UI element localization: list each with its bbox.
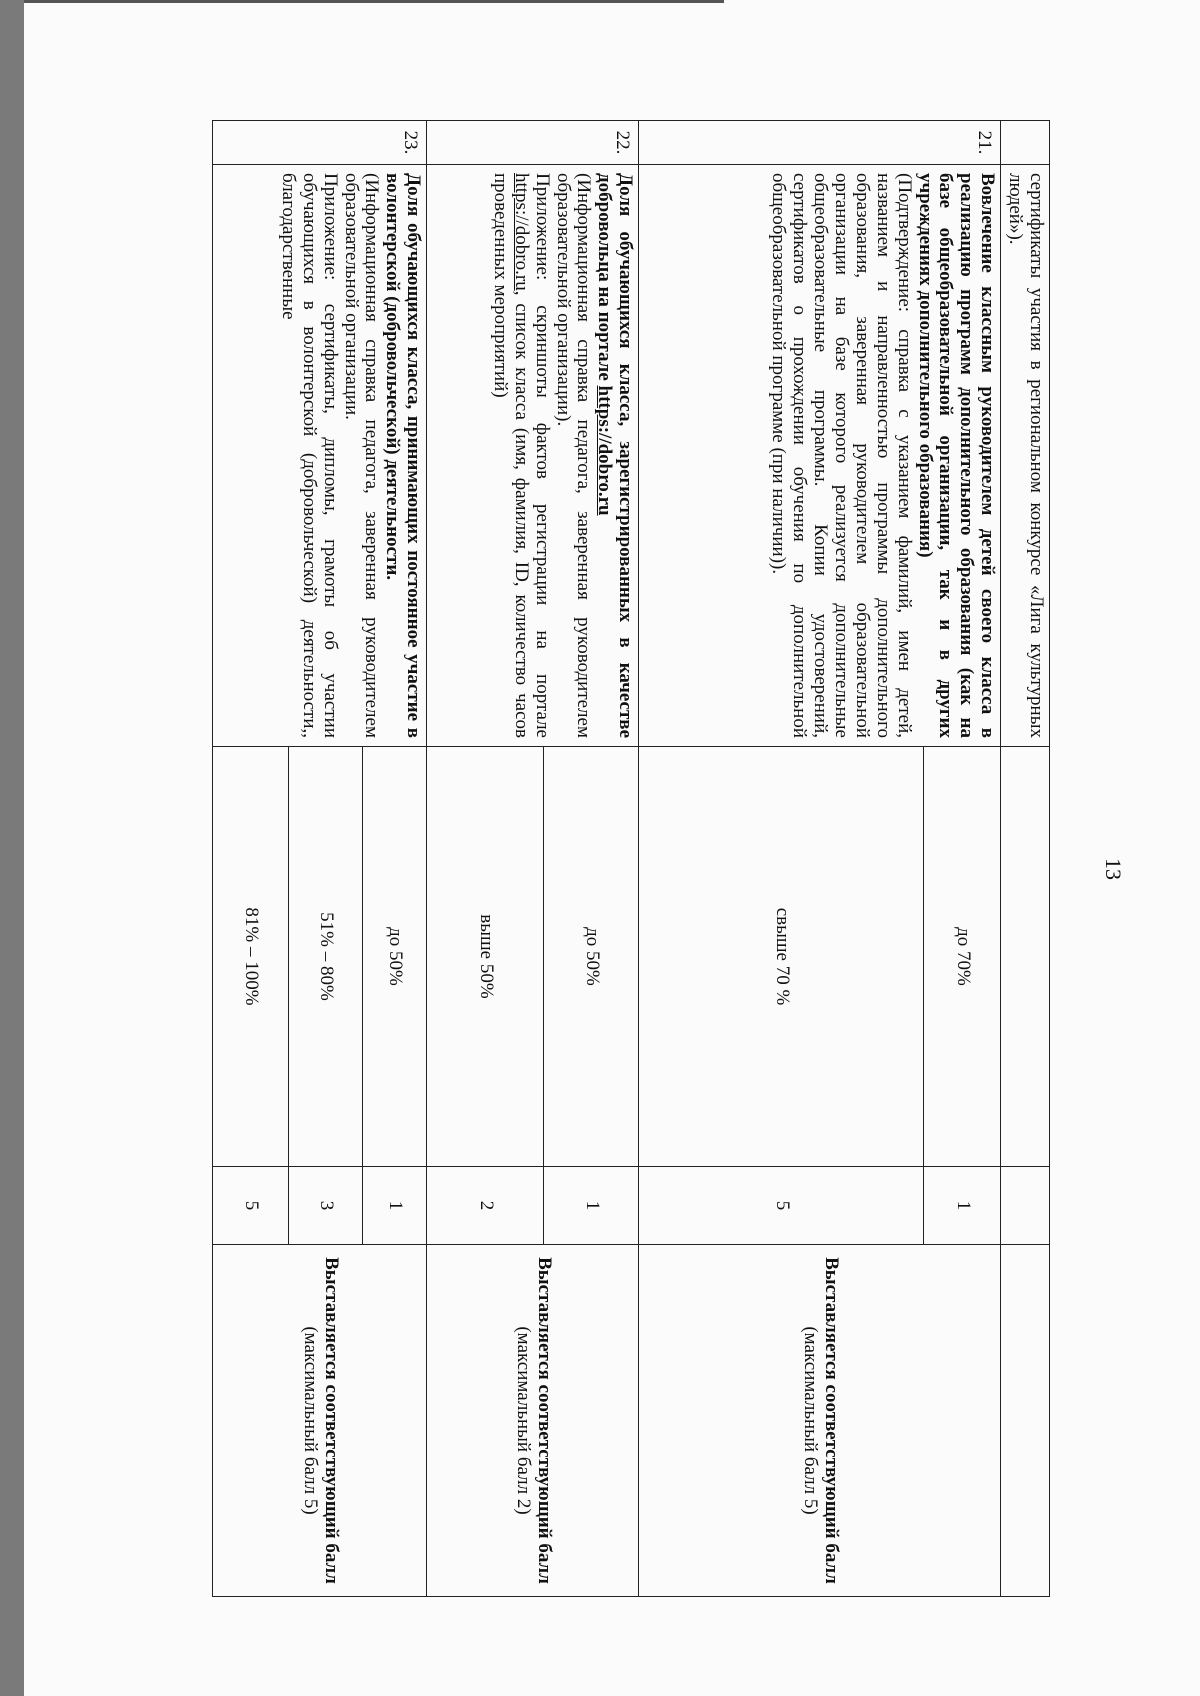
- note-cell: [639, 1245, 1001, 1597]
- table-row: [363, 121, 427, 1597]
- criterion-cell: [213, 165, 427, 747]
- criterion-title: Вовлечение классным руководителем детей своего класса в реализацию программ дополнительного образования (как на базе общеобразовательной организации, так и в других учреждениях дополнительного образования): [914, 173, 999, 738]
- row-number: 23.: [213, 121, 427, 165]
- value-cell: 51% – 80%: [289, 747, 363, 1167]
- criterion-description: (Информационная справка педагога, заверенная руководителем образовательной организации).: [552, 173, 595, 738]
- value-cell: 81% – 100%: [213, 747, 289, 1167]
- note-bold: Выставляется соответствующий балл: [820, 1257, 842, 1584]
- note-cell: [427, 1245, 639, 1597]
- note-bold: Выставляется соответствующий балл: [320, 1257, 342, 1584]
- criterion-description: (Информационная справка педагога, заверенная руководителем образовательной организации.: [340, 173, 383, 738]
- note-text: (максимальный балл 5): [299, 1326, 321, 1515]
- criterion-cell: [427, 165, 639, 747]
- dobro-link[interactable]: https://dobro.ru: [594, 385, 616, 516]
- note-text: (максимальный балл 5): [799, 1326, 821, 1515]
- score-cell: 5: [213, 1167, 289, 1245]
- table-row: [1001, 121, 1050, 1597]
- row-number: 22.: [427, 121, 639, 165]
- score-cell: 1: [363, 1167, 427, 1245]
- criterion-attachment: Приложение: сертификаты, дипломы, грамоты об участии обучающихся в волонтерской (добровольческой) деятельности,, благодарственные: [277, 173, 341, 738]
- scan-edge: [24, 0, 724, 3]
- score-cell: 1: [924, 1167, 1001, 1245]
- criteria-table: [212, 120, 1050, 1597]
- dobro-link[interactable]: https://dobro.ru: [510, 173, 532, 291]
- note-cell: [213, 1245, 427, 1597]
- value-cell: до 50%: [544, 747, 639, 1167]
- criterion-attachment-tail: , список класса (имя, фамилия, ID, количество часов проведенных мероприятий): [489, 173, 532, 738]
- score-cell: 2: [427, 1167, 544, 1245]
- criterion-title: Доля обучающихся класса, зарегистрированных в качестве добровольца на портале: [594, 173, 637, 738]
- value-cell: до 70%: [924, 747, 1001, 1167]
- score-cell: 5: [639, 1167, 924, 1245]
- value-cell: до 50%: [363, 747, 427, 1167]
- page-number: 13: [1101, 858, 1126, 880]
- criterion-title: Доля обучающихся класса, принимающих постоянное участие в волонтерской (добровольческой) деятельности.: [382, 173, 425, 738]
- row-number: 21.: [639, 121, 1001, 165]
- score-cell: 1: [544, 1167, 639, 1245]
- note-text: (максимальный балл 2): [512, 1326, 534, 1515]
- continuation-text: сертификаты участия в региональном конкурсе «Лига культурных людей»).: [1001, 165, 1050, 747]
- value-cell: выше 50%: [427, 747, 544, 1167]
- table-row: [544, 121, 639, 1597]
- criterion-attachment: Приложение: скриншоты фактов регистрации на портале: [531, 173, 553, 738]
- value-cell: свыше 70 %: [639, 747, 924, 1167]
- note-bold: Выставляется соответствующий балл: [533, 1257, 555, 1584]
- rotated-page-content: [114, 120, 1126, 1596]
- score-cell: 3: [289, 1167, 363, 1245]
- criterion-description: (Подтверждение: справка с указанием фамилий, имен детей, названием и направленностью программы дополнительного образования, заверенная руководителем образовательной организации на базе которого реализуется дополнительные общеобразовательные программы. Копии удостоверений, сертификатов о прохождении обучения по дополнительной общеобразовательной программе (при наличии)).: [768, 173, 915, 738]
- criterion-cell: [639, 165, 1001, 747]
- table-row: [924, 121, 1001, 1597]
